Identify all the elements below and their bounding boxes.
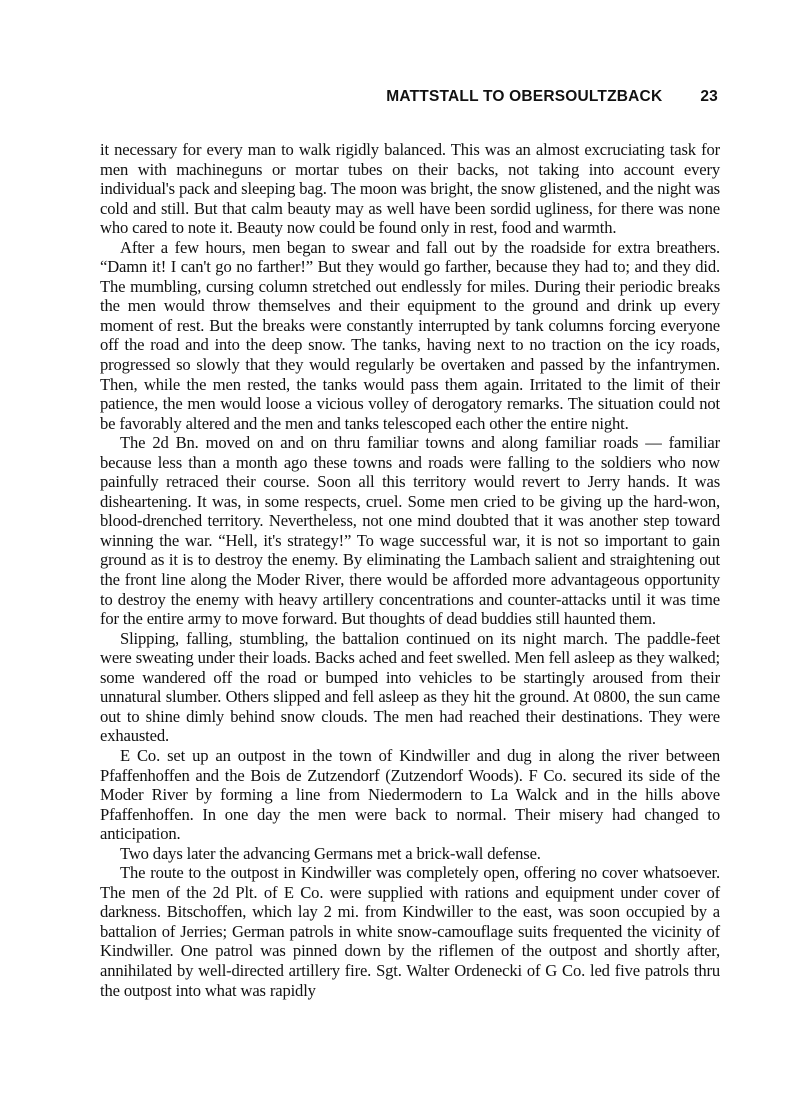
- paragraph: The 2d Bn. moved on and on thru familiar towns and along familiar roads — familiar because less than a month ago these towns and roads were falling to the soldiers who now painfully retraced their course. Soon all this territory would revert to Jerry hands. It was disheartening. It was, in some respects, cruel. Some men cried to be giving up the hard-won, blood-drenched territory. Nevertheless, not one mind doubted that it was another step toward winning the war. “Hell, it's strategy!” To wage successful war, it is not so important to gain ground as it is to destroy the enemy. By eliminating the Lambach salient and straightening out the front line along the Moder River, there would be afforded more advantageous opportunity to destroy the enemy with heavy artillery concentrations and counter-attacks until it was time for the entire army to move forward. But thoughts of dead buddies still haunted them.: [100, 433, 720, 629]
- paragraph: Two days later the advancing Germans met a brick-wall defense.: [120, 843, 541, 863]
- paragraph: it necessary for every man to walk rigidly balanced. This was an almost excruciating task for men with machineguns or mortar tubes on their backs, not taking into account every individual's pack and sleeping bag. The moon was bright, the snow glistened, and the night was cold and still. But that calm beauty may as well have been sordid ugliness, for there was none who cared to note it. Beauty now could be found only in rest, food and warmth.: [100, 140, 720, 238]
- running-head: [100, 88, 718, 106]
- paragraph: After a few hours, men began to swear and fall out by the roadside for extra breathers. “Damn it! I can't go no farther!” But they would go farther, because they had to; and they did. The mumbling, cursing column stretched out endlessly for miles. During their periodic breaks the men would throw themselves and their equipment to the ground and drink up every moment of rest. But the breaks were constantly interrupted by tank columns forcing everyone off the road and into the deep snow. The tanks, having next to no traction on the icy roads, progressed so slowly that they would regularly be overtaken and passed by the infantrymen. Then, while the men rested, the tanks would pass them again. Irritated to the limit of their patience, the men would loose a vicious volley of derogatory remarks. The situation could not be favorably altered and the men and tanks telescoped each other the entire night.: [100, 237, 720, 433]
- body-text: [100, 140, 720, 1000]
- paragraph: The route to the outpost in Kindwiller was completely open, offering no cover whatsoever. The men of the 2d Plt. of E Co. were supplied with rations and equipment under cover of darkness. Bitschoffen, which lay 2 mi. from Kindwiller to the east, was soon occupied by a battalion of Jerries; German patrols in white snow-camouflage suits frequented the vicinity of Kindwiller. One patrol was pinned down by the riflemen of the outpost and shortly after, annihilated by well-directed artillery fire. Sgt. Walter Ordenecki of G Co. led five patrols thru the outpost into what was rapidly: [100, 863, 720, 1000]
- paragraph: E Co. set up an outpost in the town of Kindwiller and dug in along the river between Pfaffenhoffen and the Bois de Zutzendorf (Zutzendorf Woods). F Co. secured its side of the Moder River by forming a line from Niedermodern to La Walck and in the hills above Pfaffenhoffen. In one day the men were back to normal. Their misery had changed to anticipation.: [100, 745, 720, 844]
- page-number: 23: [700, 88, 718, 105]
- paragraph: Slipping, falling, stumbling, the battalion continued on its night march. The paddle-feet were sweating under their loads. Backs ached and feet swelled. Men fell asleep as they walked; some wandered off the road or bumped into vehicles to be startingly aroused from their unnatural slumber. Others slipped and fell asleep as they hit the ground. At 0800, the sun came out to shine dimly behind snow clouds. The men had reached their destinations. They were exhausted.: [100, 628, 720, 746]
- chapter-title: MATTSTALL TO OBERSOULTZBACK: [386, 88, 663, 105]
